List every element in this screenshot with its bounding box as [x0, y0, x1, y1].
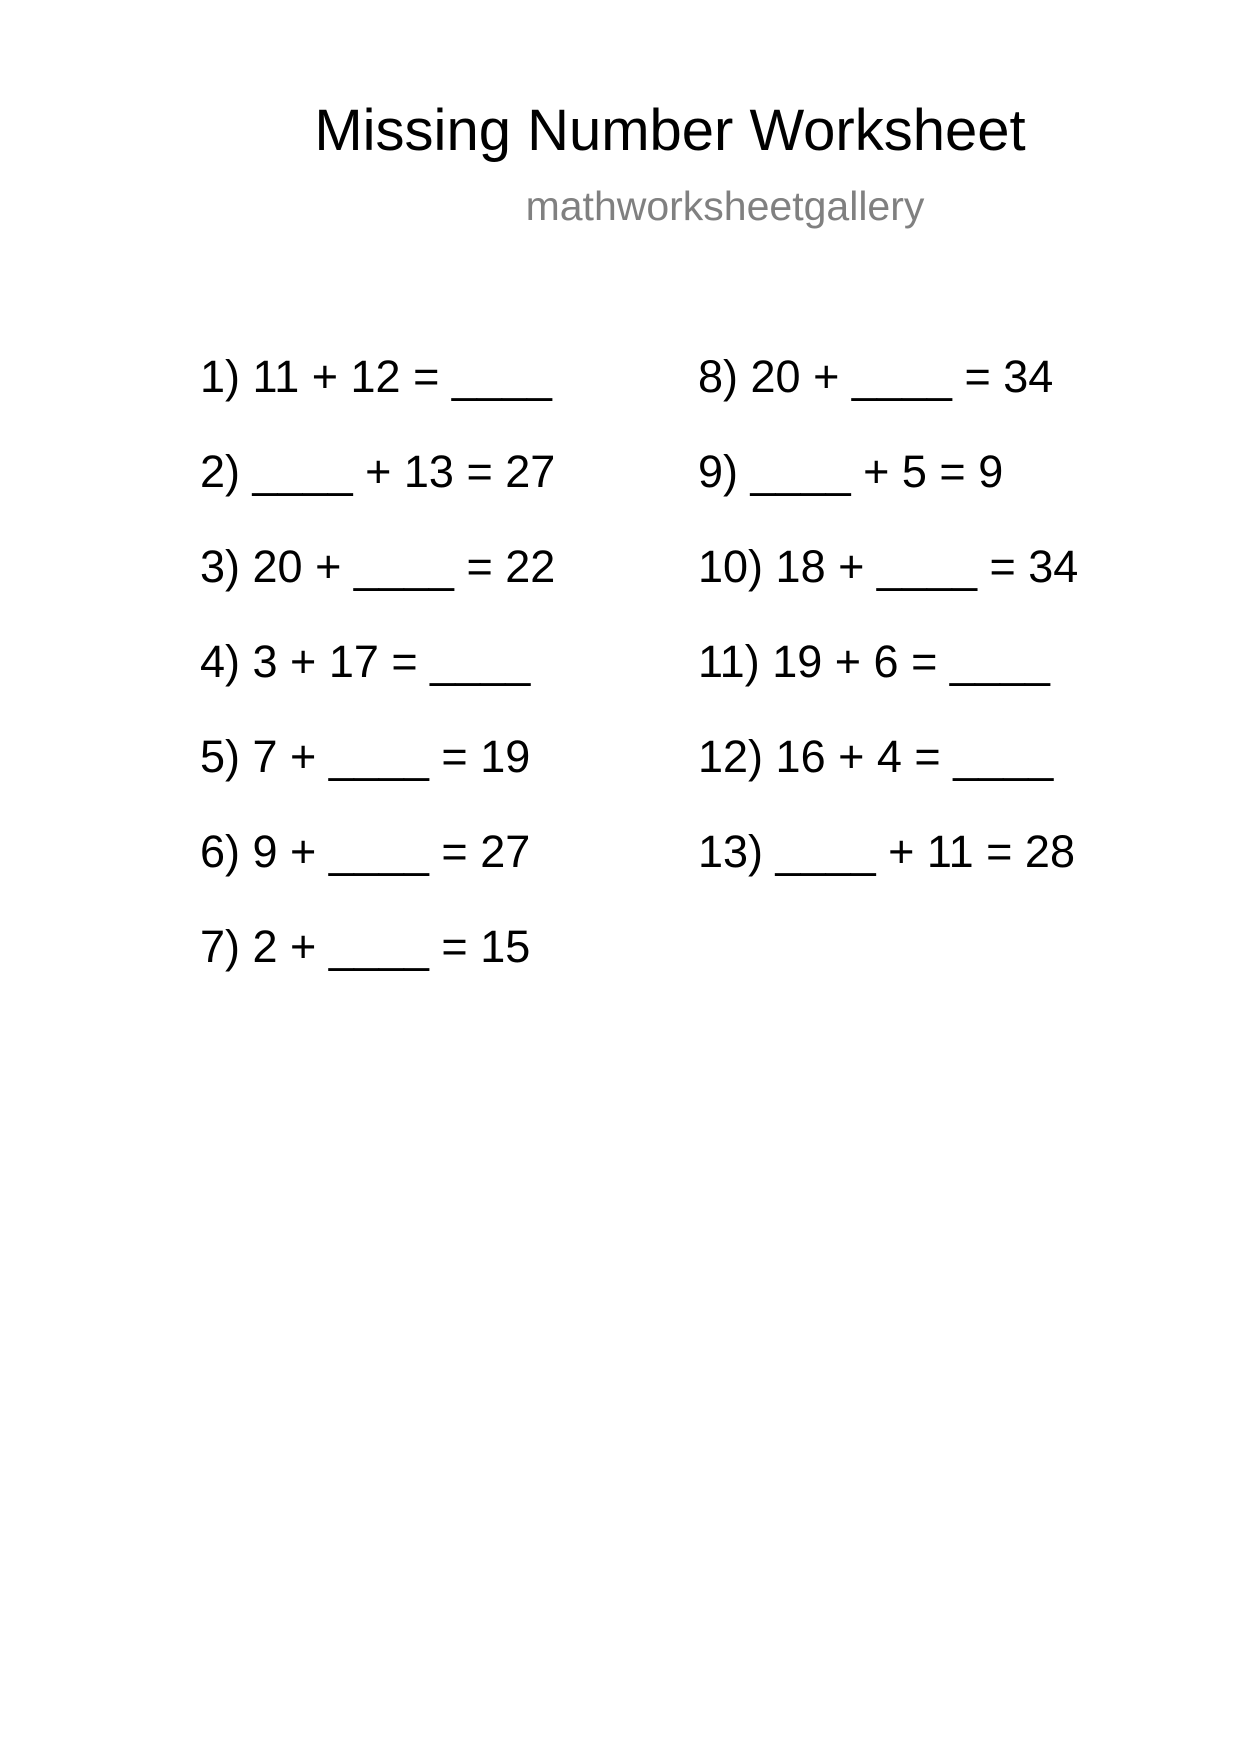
problem-4: 4) 3 + 17 = ____ [200, 636, 531, 687]
problem-3: 3) 20 + ____ = 22 [200, 541, 556, 592]
problem-8: 8) 20 + ____ = 34 [698, 351, 1054, 402]
problem-9: 9) ____ + 5 = 9 [698, 446, 1004, 497]
problem-column-left [200, 352, 555, 1017]
problem-6: 6) 9 + ____ = 27 [200, 826, 531, 877]
problem-5: 5) 7 + ____ = 19 [200, 731, 531, 782]
problem-11: 11) 19 + 6 = ____ [698, 636, 1050, 687]
problem-13: 13) ____ + 11 = 28 [698, 826, 1075, 877]
page-title: Missing Number Worksheet [314, 98, 1026, 163]
problem-1: 1) 11 + 12 = ____ [200, 351, 552, 402]
problem-12: 12) 16 + 4 = ____ [698, 731, 1054, 782]
page-subtitle: mathworksheetgallery [525, 183, 925, 229]
problem-2: 2) ____ + 13 = 27 [200, 446, 556, 497]
problem-column-right [698, 352, 1078, 922]
problem-10: 10) 18 + ____ = 34 [698, 541, 1079, 592]
problem-7: 7) 2 + ____ = 15 [200, 921, 531, 972]
